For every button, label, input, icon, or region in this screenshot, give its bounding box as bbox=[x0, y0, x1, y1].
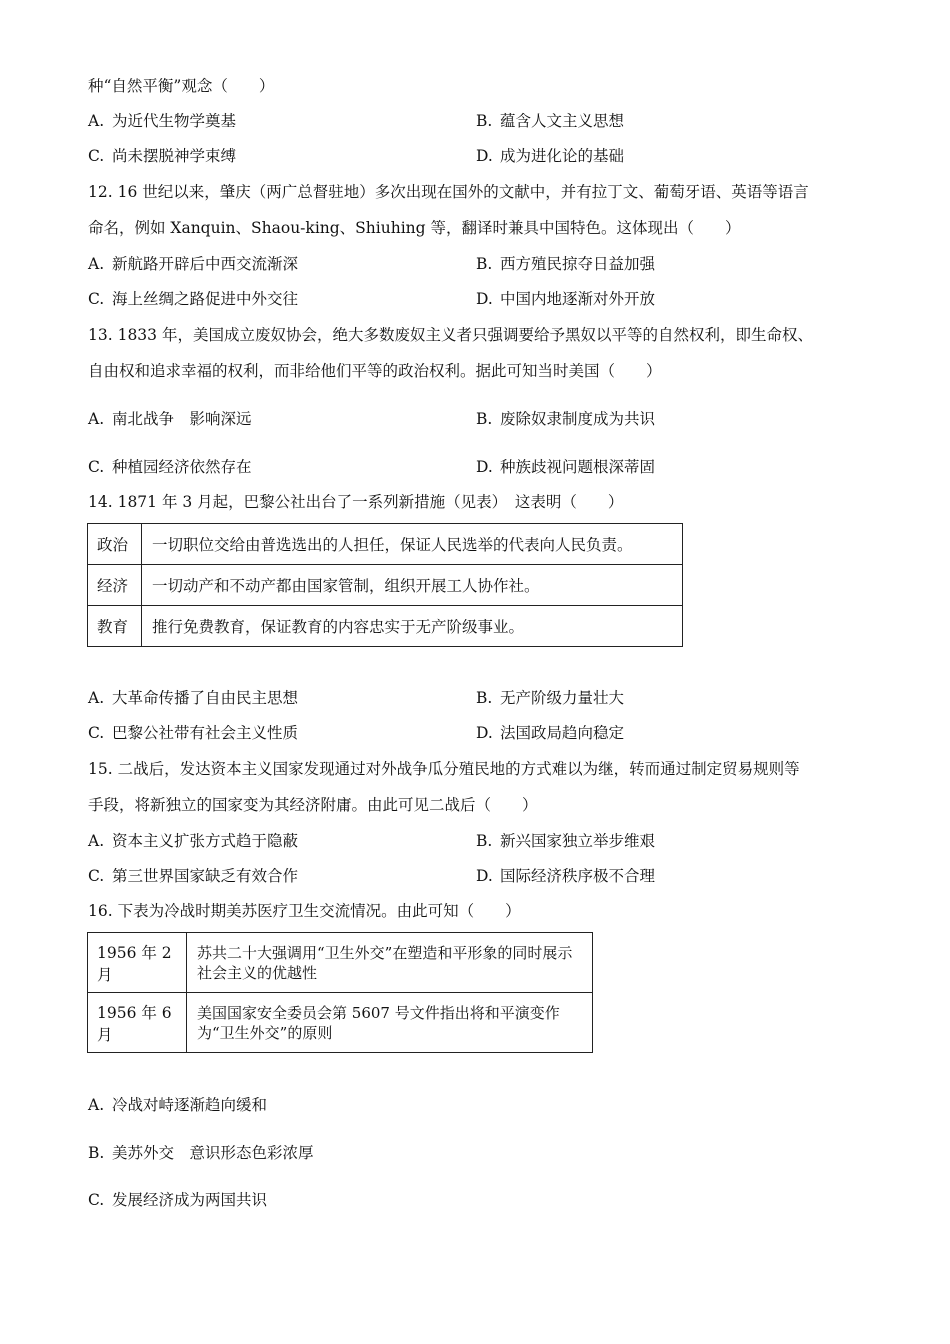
option-text: 第三世界国家缺乏有效合作 bbox=[112, 867, 299, 885]
q16-option-b[interactable] bbox=[88, 1143, 314, 1163]
option-key: B. bbox=[476, 255, 493, 273]
option-text: 西方殖民掠夺日益加强 bbox=[500, 255, 656, 273]
table-cell-content: 苏共二十大强调用“卫生外交”在塑造和平形象的同时展示社会主义的优越性 bbox=[187, 933, 593, 993]
q12-stem-line2: 命名，例如 Xanquin、Shaou-king、Shiuhing 等，翻译时兼具中国特色。这体现出（ ） bbox=[88, 219, 741, 237]
q11-option-d[interactable] bbox=[476, 146, 624, 166]
table-cell-content: 一切动产和不动产都由国家管制，组织开展工人协作社。 bbox=[142, 565, 683, 606]
option-text: 尚未摆脱神学束缚 bbox=[112, 147, 237, 165]
q15-stem-line2: 手段，将新独立的国家变为其经济附庸。由此可见二战后（ ） bbox=[88, 796, 538, 814]
q13-option-d[interactable] bbox=[476, 457, 655, 477]
option-text: 蕴含人文主义思想 bbox=[500, 112, 625, 130]
q16-option-c[interactable] bbox=[88, 1190, 267, 1210]
table-row bbox=[88, 606, 683, 647]
option-text: 种植园经济依然存在 bbox=[112, 458, 252, 476]
option-key: A. bbox=[88, 689, 105, 707]
q16-option-a[interactable] bbox=[88, 1095, 267, 1115]
table-row bbox=[88, 565, 683, 606]
option-key: B. bbox=[476, 832, 493, 850]
q16-table bbox=[87, 932, 593, 1053]
table-row bbox=[88, 933, 593, 993]
option-text: 美苏外交 意识形态色彩浓厚 bbox=[112, 1144, 314, 1162]
q14-option-b[interactable] bbox=[476, 688, 624, 708]
table-row bbox=[88, 524, 683, 565]
option-key: C. bbox=[88, 1191, 105, 1209]
q15-option-a[interactable] bbox=[88, 831, 298, 851]
q14-option-d[interactable] bbox=[476, 723, 624, 743]
q11-option-c[interactable] bbox=[88, 146, 236, 166]
q15-option-d[interactable] bbox=[476, 866, 655, 886]
table-row bbox=[88, 993, 593, 1053]
q13-option-c[interactable] bbox=[88, 457, 252, 477]
q12-option-b[interactable] bbox=[476, 254, 655, 274]
table-cell-field: 政治 bbox=[88, 524, 142, 565]
option-text: 中国内地逐渐对外开放 bbox=[500, 290, 656, 308]
q16-stem: 16. 下表为冷战时期美苏医疗卫生交流情况。由此可知（ ） bbox=[88, 902, 521, 920]
option-key: A. bbox=[88, 255, 105, 273]
option-key: C. bbox=[88, 458, 105, 476]
q13-stem-line2: 自由权和追求幸福的权利，而非给他们平等的政治权利。据此可知当时美国（ ） bbox=[88, 362, 662, 380]
q15-option-b[interactable] bbox=[476, 831, 655, 851]
option-key: C. bbox=[88, 867, 105, 885]
table-cell-content: 美国国家安全委员会第 5607 号文件指出将和平演变作为“卫生外交”的原则 bbox=[187, 993, 593, 1053]
option-key: C. bbox=[88, 724, 105, 742]
q14-option-c[interactable] bbox=[88, 723, 298, 743]
q12-option-c[interactable] bbox=[88, 289, 298, 309]
option-text: 成为进化论的基础 bbox=[500, 147, 625, 165]
table-cell-field: 教育 bbox=[88, 606, 142, 647]
table-cell-date: 1956 年 6 月 bbox=[88, 993, 187, 1053]
option-key: A. bbox=[88, 410, 105, 428]
option-text: 为近代生物学奠基 bbox=[112, 112, 237, 130]
q15-stem-line1: 15. 二战后，发达资本主义国家发现通过对外战争瓜分殖民地的方式难以为继，转而通过制定贸易规则等 bbox=[88, 760, 800, 778]
option-key: D. bbox=[476, 147, 493, 165]
option-text: 国际经济秩序极不合理 bbox=[500, 867, 656, 885]
q11-stem: 种“自然平衡”观念（ ） bbox=[88, 77, 275, 95]
q13-stem-line1: 13. 1833 年，美国成立废奴协会，绝大多数废奴主义者只强调要给予黑奴以平等的自然权利，即生命权、 bbox=[88, 326, 813, 344]
option-text: 资本主义扩张方式趋于隐蔽 bbox=[112, 832, 299, 850]
q13-option-a[interactable] bbox=[88, 409, 252, 429]
option-key: D. bbox=[476, 458, 493, 476]
option-text: 废除奴隶制度成为共识 bbox=[500, 410, 656, 428]
option-key: B. bbox=[476, 112, 493, 130]
q13-option-b[interactable] bbox=[476, 409, 655, 429]
q11-option-b[interactable] bbox=[476, 111, 624, 131]
q15-option-c[interactable] bbox=[88, 866, 298, 886]
q14-table bbox=[87, 523, 683, 647]
option-key: C. bbox=[88, 147, 105, 165]
table-cell-content: 推行免费教育，保证教育的内容忠实于无产阶级事业。 bbox=[142, 606, 683, 647]
option-key: D. bbox=[476, 724, 493, 742]
option-text: 新航路开辟后中西交流渐深 bbox=[112, 255, 299, 273]
option-key: B. bbox=[476, 410, 493, 428]
option-text: 大革命传播了自由民主思想 bbox=[112, 689, 299, 707]
option-text: 冷战对峙逐渐趋向缓和 bbox=[112, 1096, 268, 1114]
option-key: D. bbox=[476, 867, 493, 885]
option-key: A. bbox=[88, 1096, 105, 1114]
option-key: B. bbox=[476, 689, 493, 707]
q14-option-a[interactable] bbox=[88, 688, 298, 708]
option-key: A. bbox=[88, 112, 105, 130]
table-cell-content: 一切职位交给由普选选出的人担任，保证人民选举的代表向人民负责。 bbox=[142, 524, 683, 565]
option-key: B. bbox=[88, 1144, 105, 1162]
q12-option-a[interactable] bbox=[88, 254, 298, 274]
option-text: 海上丝绸之路促进中外交往 bbox=[112, 290, 299, 308]
option-text: 无产阶级力量壮大 bbox=[500, 689, 625, 707]
option-key: A. bbox=[88, 832, 105, 850]
option-text: 种族歧视问题根深蒂固 bbox=[500, 458, 656, 476]
q12-option-d[interactable] bbox=[476, 289, 655, 309]
table-cell-field: 经济 bbox=[88, 565, 142, 606]
q11-option-a[interactable] bbox=[88, 111, 236, 131]
q14-stem: 14. 1871 年 3 月起，巴黎公社出台了一系列新措施（见表） 这表明（ ） bbox=[88, 493, 624, 511]
option-key: D. bbox=[476, 290, 493, 308]
option-text: 新兴国家独立举步维艰 bbox=[500, 832, 656, 850]
option-text: 法国政局趋向稳定 bbox=[500, 724, 625, 742]
option-key: C. bbox=[88, 290, 105, 308]
q12-stem-line1: 12. 16 世纪以来，肇庆（两广总督驻地）多次出现在国外的文献中，并有拉丁文、葡萄牙语、英语等语言 bbox=[88, 183, 809, 201]
table-cell-date: 1956 年 2 月 bbox=[88, 933, 187, 993]
option-text: 南北战争 影响深远 bbox=[112, 410, 252, 428]
option-text: 巴黎公社带有社会主义性质 bbox=[112, 724, 299, 742]
option-text: 发展经济成为两国共识 bbox=[112, 1191, 268, 1209]
